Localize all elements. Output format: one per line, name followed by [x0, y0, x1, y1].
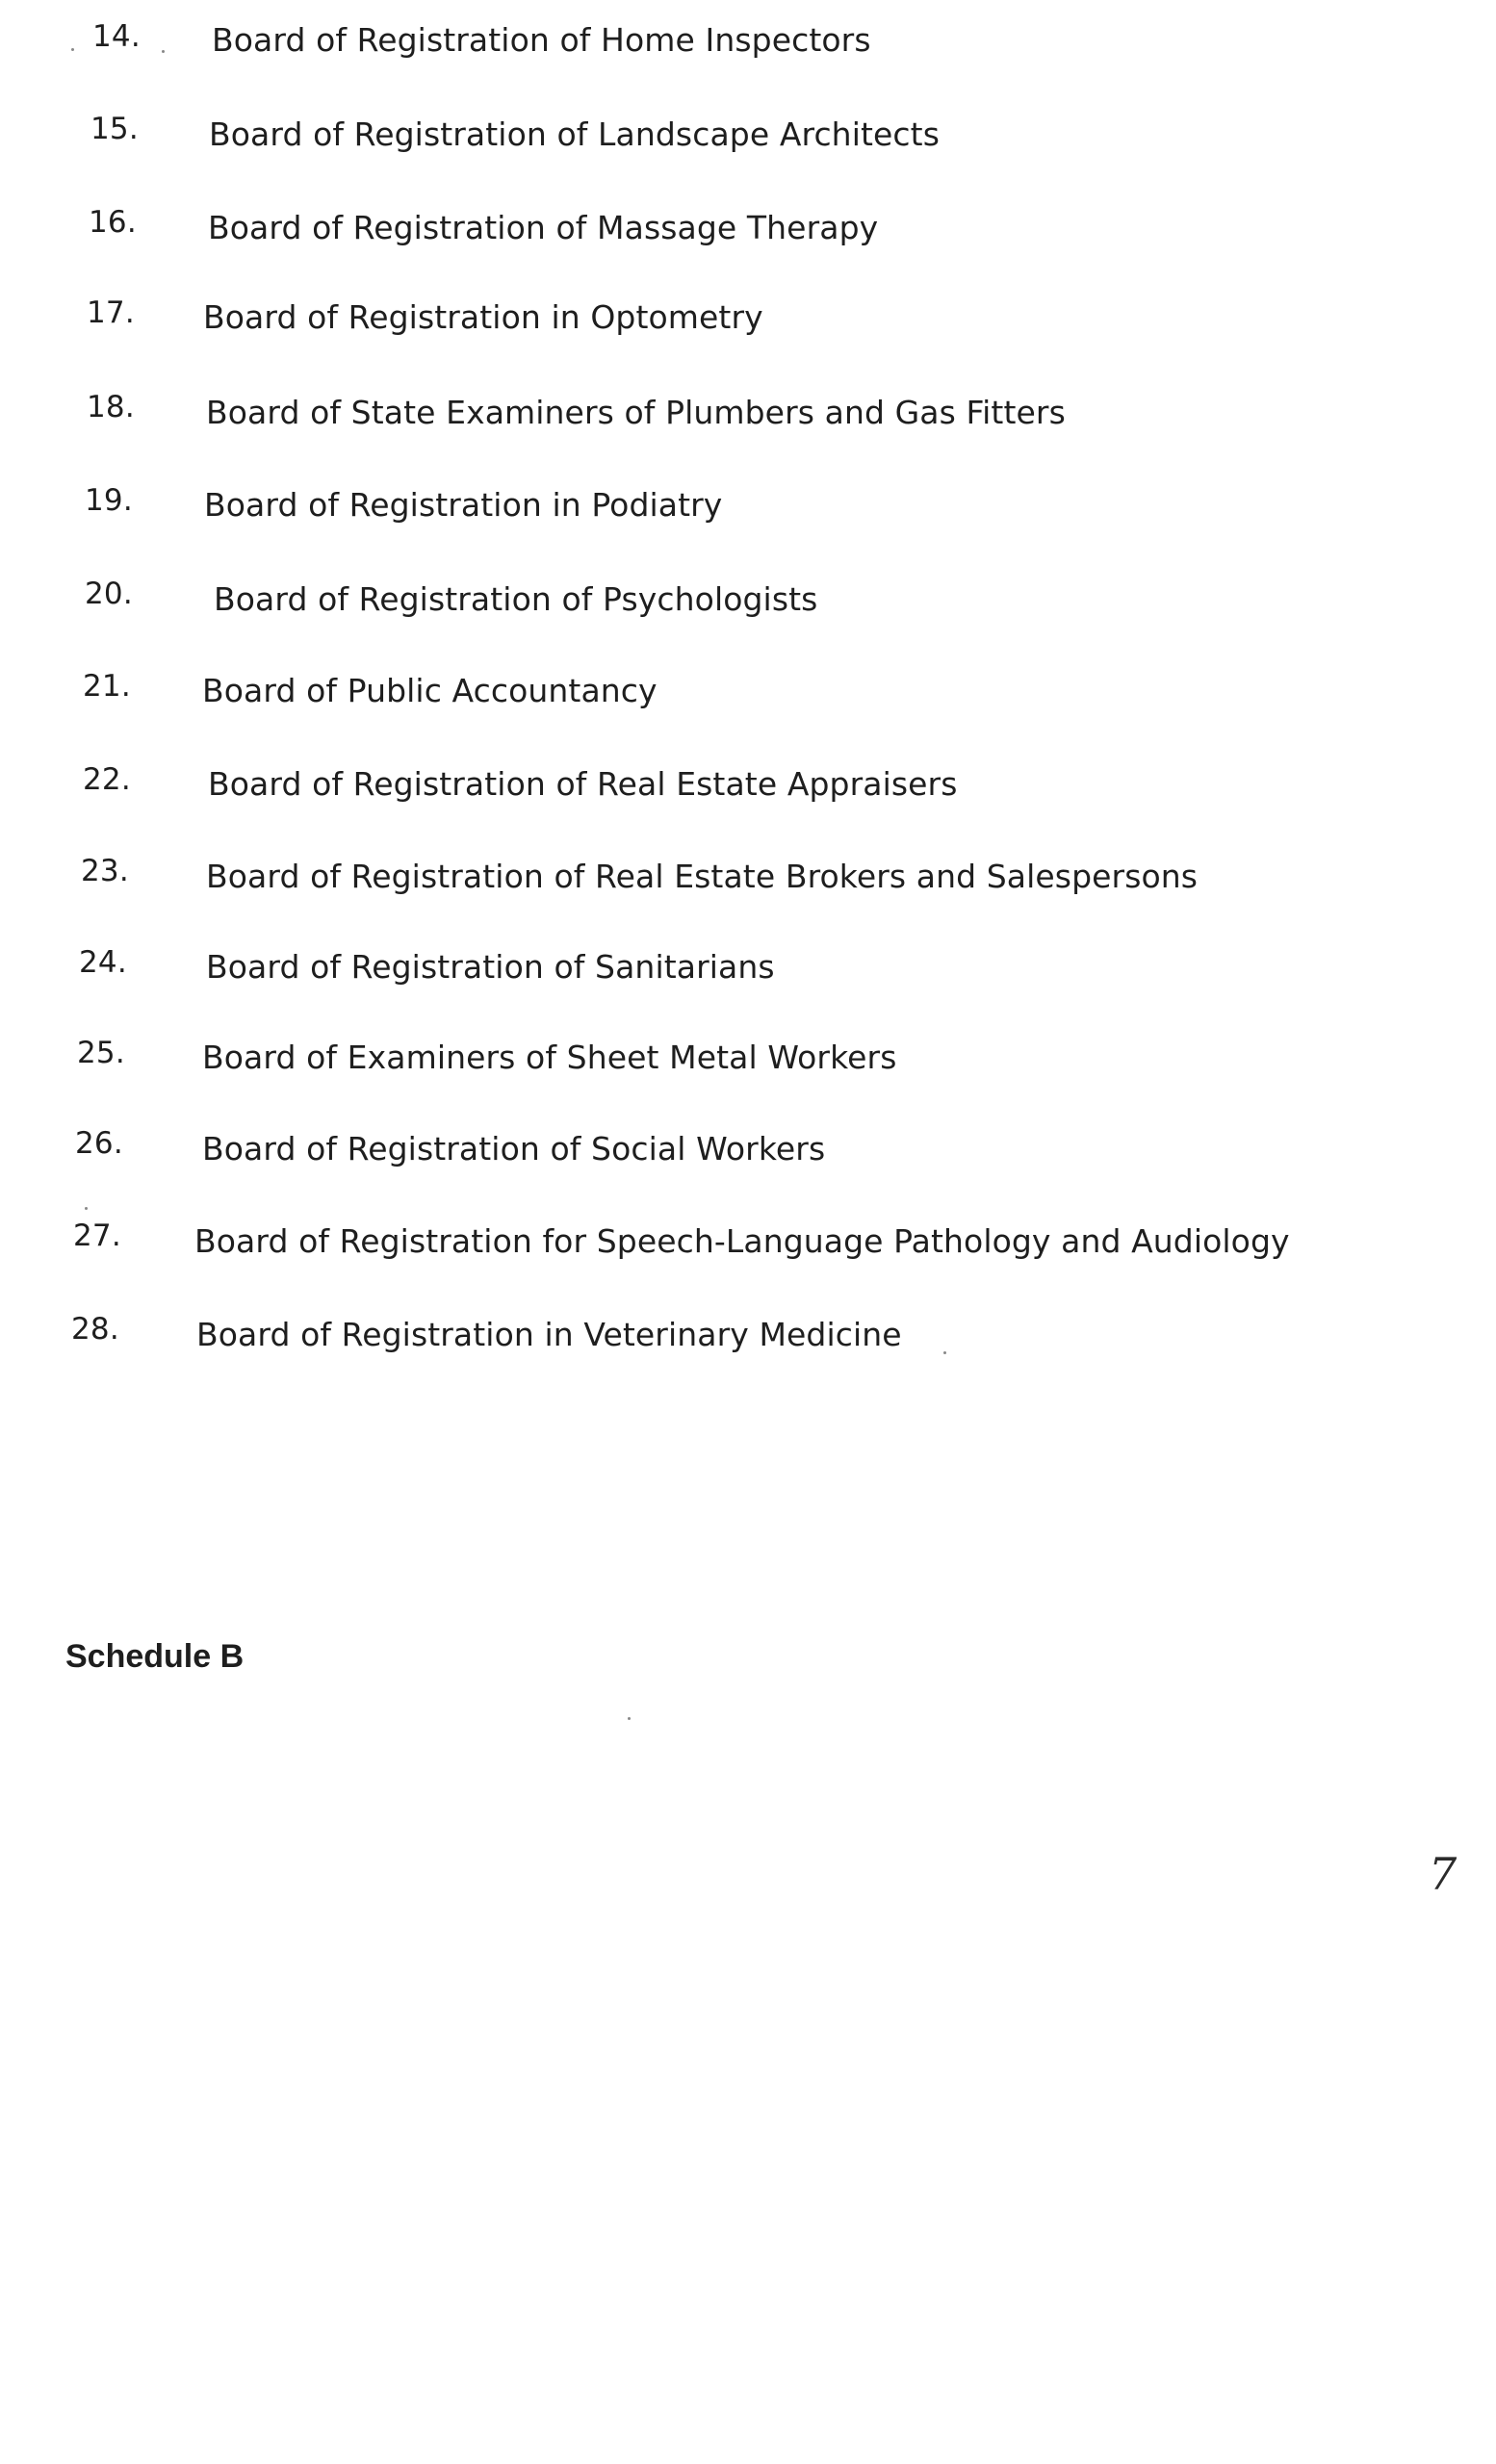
handwritten-page-number: 7	[1429, 1848, 1457, 1900]
item-label: Board of Registration in Veterinary Medicine	[196, 1316, 902, 1353]
list-item	[0, 1217, 1348, 1274]
item-number: 18.	[87, 390, 135, 424]
list-item	[0, 575, 1348, 632]
item-number: 28.	[71, 1312, 119, 1347]
item-label: Board of State Examiners of Plumbers and Gas Fitters	[206, 394, 1066, 431]
item-label: Board of Registration of Real Estate Appraisers	[208, 765, 958, 803]
item-number: 19.	[85, 483, 133, 518]
item-number: 20.	[85, 577, 133, 611]
list-item	[0, 1034, 1348, 1091]
item-number: 22.	[83, 762, 131, 797]
item-number: 15.	[90, 112, 139, 146]
list-item	[0, 294, 1348, 351]
item-label: Board of Registration of Sanitarians	[206, 948, 775, 986]
item-label: Board of Registration of Real Estate Brokers and Salespersons	[206, 858, 1199, 895]
item-label: Board of Registration in Optometry	[203, 298, 763, 336]
list-item	[0, 388, 1348, 446]
item-label: Board of Registration in Podiatry	[204, 486, 723, 524]
scan-speck	[85, 1207, 88, 1210]
item-label: Board of Examiners of Sheet Metal Workers	[202, 1039, 897, 1076]
list-item	[0, 17, 1348, 75]
item-number: 25.	[77, 1036, 125, 1070]
item-label: Board of Public Accountancy	[202, 672, 658, 709]
list-item	[0, 667, 1348, 725]
item-number: 16.	[89, 205, 137, 240]
item-label: Board of Registration of Landscape Architects	[209, 116, 940, 153]
item-number: 27.	[73, 1219, 121, 1253]
item-number: 21.	[83, 669, 131, 704]
scan-speck	[71, 48, 74, 51]
list-item	[0, 1310, 1348, 1368]
item-number: 26.	[75, 1126, 123, 1161]
item-label: Board of Registration for Speech-Language Pathology and Audiology	[194, 1222, 1290, 1260]
list-item	[0, 943, 1348, 1001]
item-label: Board of Registration of Home Inspectors	[212, 21, 871, 59]
section-heading: Schedule B	[65, 1638, 245, 1675]
scan-speck	[943, 1351, 946, 1354]
item-label: Board of Registration of Massage Therapy	[208, 209, 879, 246]
list-item	[0, 1124, 1348, 1182]
item-number: 24.	[79, 945, 127, 980]
item-number: 17.	[87, 295, 135, 330]
list-item	[0, 110, 1348, 167]
scan-speck	[162, 50, 165, 53]
list-item	[0, 760, 1348, 818]
item-label: Board of Registration of Psychologists	[214, 580, 818, 618]
item-number: 23.	[81, 854, 129, 888]
list-item	[0, 852, 1348, 910]
item-number: 14.	[92, 19, 141, 54]
list-item	[0, 481, 1348, 539]
item-label: Board of Registration of Social Workers	[202, 1130, 826, 1168]
scan-speck	[628, 1717, 631, 1720]
list-item	[0, 203, 1348, 261]
